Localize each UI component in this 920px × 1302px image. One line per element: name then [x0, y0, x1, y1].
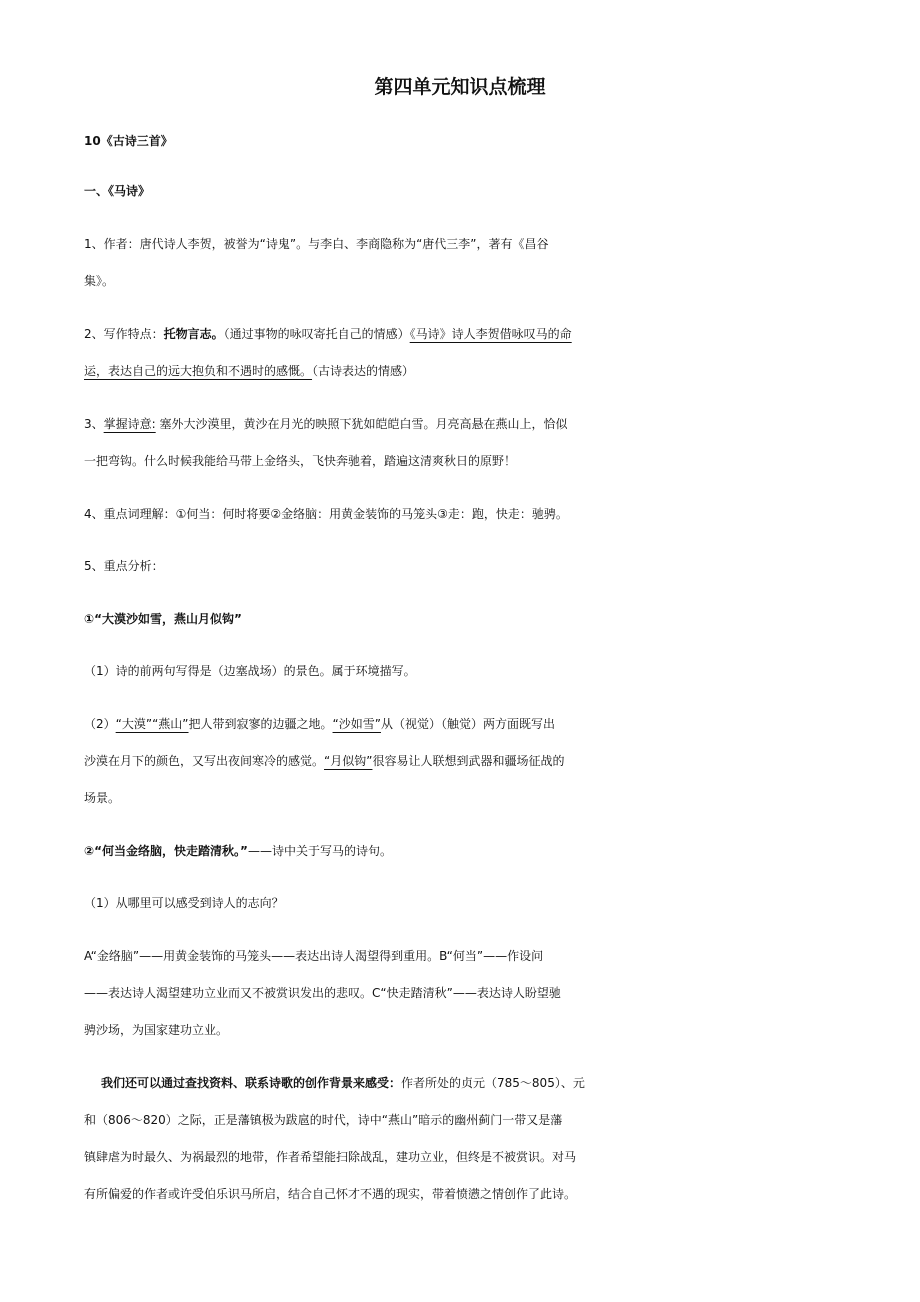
analysis-answer-2-line3: 场景。: [84, 791, 121, 805]
feature-note2: （古诗表达的情感）: [312, 364, 415, 378]
answer-options-line2: ——表达诗人渴望建功立业而又不被赏识发出的悲叹。C“快走踏清秋”——表达诗人盼望驰: [84, 986, 561, 1000]
heading2-rest: ——诗中关于写马的诗句。: [247, 844, 392, 858]
background-line1: [101, 1065, 861, 1102]
answer2-underline1: “大漠”“燕山”: [115, 717, 189, 731]
answer-options-line3: 骋沙场，为国家建功立业。: [84, 1023, 229, 1037]
background-line3: 镇肆虐为时最久、为祸最烈的地带，作者希望能扫除战乱，建功立业，但终是不被赏识。对马: [84, 1150, 577, 1164]
answer2-text3: 沙漠在月下的颜色，又写出夜间寒冷的感觉。: [84, 754, 325, 768]
answer2-num: （2）: [84, 717, 116, 731]
analysis-answer-2-line2: [84, 743, 844, 780]
paragraph-meaning-line1: [84, 406, 844, 443]
analysis-answer-1: （1）诗的前两句写得是（边塞战场）的景色。属于环境描写。: [84, 664, 416, 678]
paragraph-feature-line2: [84, 353, 844, 390]
analysis-heading-1: ①“大漠沙如雪，燕山月似钩”: [84, 612, 242, 626]
feature-prefix: 2、写作特点：: [84, 327, 164, 341]
analysis-answer-2-line1: [84, 706, 844, 743]
analysis-heading-2: [84, 833, 844, 870]
background-line4: 有所偏爱的作者或许受伯乐识马所启，结合自己怀才不遇的现实，带着愤懑之情创作了此诗。: [84, 1187, 577, 1201]
meaning-prefix: 3、: [84, 417, 104, 431]
meaning-label: 掌握诗意:: [103, 417, 156, 431]
paragraph-meaning-line2: 一把弯钩。什么时候我能给马带上金络头，飞快奔驰着，踏遍这清爽秋日的原野！: [84, 454, 517, 468]
feature-underline2: 运，表达自己的远大抱负和不遇时的感慨。: [84, 364, 313, 378]
meaning-text: 塞外大沙漠里，黄沙在月光的映照下犹如皑皑白雪。月亮高悬在燕山上，恰似: [155, 417, 568, 431]
paragraph-author-line2: 集》。: [84, 274, 115, 288]
background-line2: 和（806～820）之际，正是藩镇极为跋扈的时代，诗中“燕山”暗示的幽州蓟门一带又是藩: [84, 1113, 563, 1127]
section-heading: 一、《马诗》: [84, 184, 151, 198]
lesson-heading: 10《古诗三首》: [84, 134, 173, 148]
paragraph-author-line1: 1、作者：唐代诗人李贺，被誉为“诗鬼”。与李白、李商隐称为“唐代三李”，著有《昌谷: [84, 237, 549, 251]
background-bold: 我们还可以通过查找资料、联系诗歌的创作背景来感受：: [101, 1076, 402, 1090]
paragraph-analysis: 5、重点分析：: [84, 559, 164, 573]
feature-underline1: 《马诗》诗人李贺借咏叹马的命: [409, 327, 572, 341]
answer2-text2: 从（视觉）（触觉）两方面既写出: [380, 717, 555, 731]
paragraph-words: 4、重点词理解：①何当：何时将要②金络脑：用黄金装饰的马笼头③走：跑，快走：驰骋。: [84, 507, 568, 521]
answer2-text4: 很容易让人联想到武器和疆场征战的: [372, 754, 565, 768]
answer2-underline2: “沙如雪”: [332, 717, 381, 731]
page-title: 第四单元知识点梳理: [374, 76, 546, 98]
feature-bold: 托物言志。: [163, 327, 224, 341]
answer2-text1: 把人带到寂寥的边疆之地。: [188, 717, 333, 731]
heading2-bold: ②“何当金络脑，快走踏清秋。”: [84, 844, 248, 858]
question-1: （1）从哪里可以感受到诗人的志向？: [84, 896, 284, 910]
paragraph-feature-line1: [84, 316, 844, 353]
answer-options-line1: A“金络脑”——用黄金装饰的马笼头——表达出诗人渴望得到重用。B“何当”——作设问: [84, 949, 544, 963]
answer2-underline3: “月似钩”: [324, 754, 373, 768]
feature-note1: （通过事物的咏叹寄托自己的情感）: [223, 327, 410, 341]
background-text1: 作者所处的贞元（785～805）、元: [401, 1076, 585, 1090]
